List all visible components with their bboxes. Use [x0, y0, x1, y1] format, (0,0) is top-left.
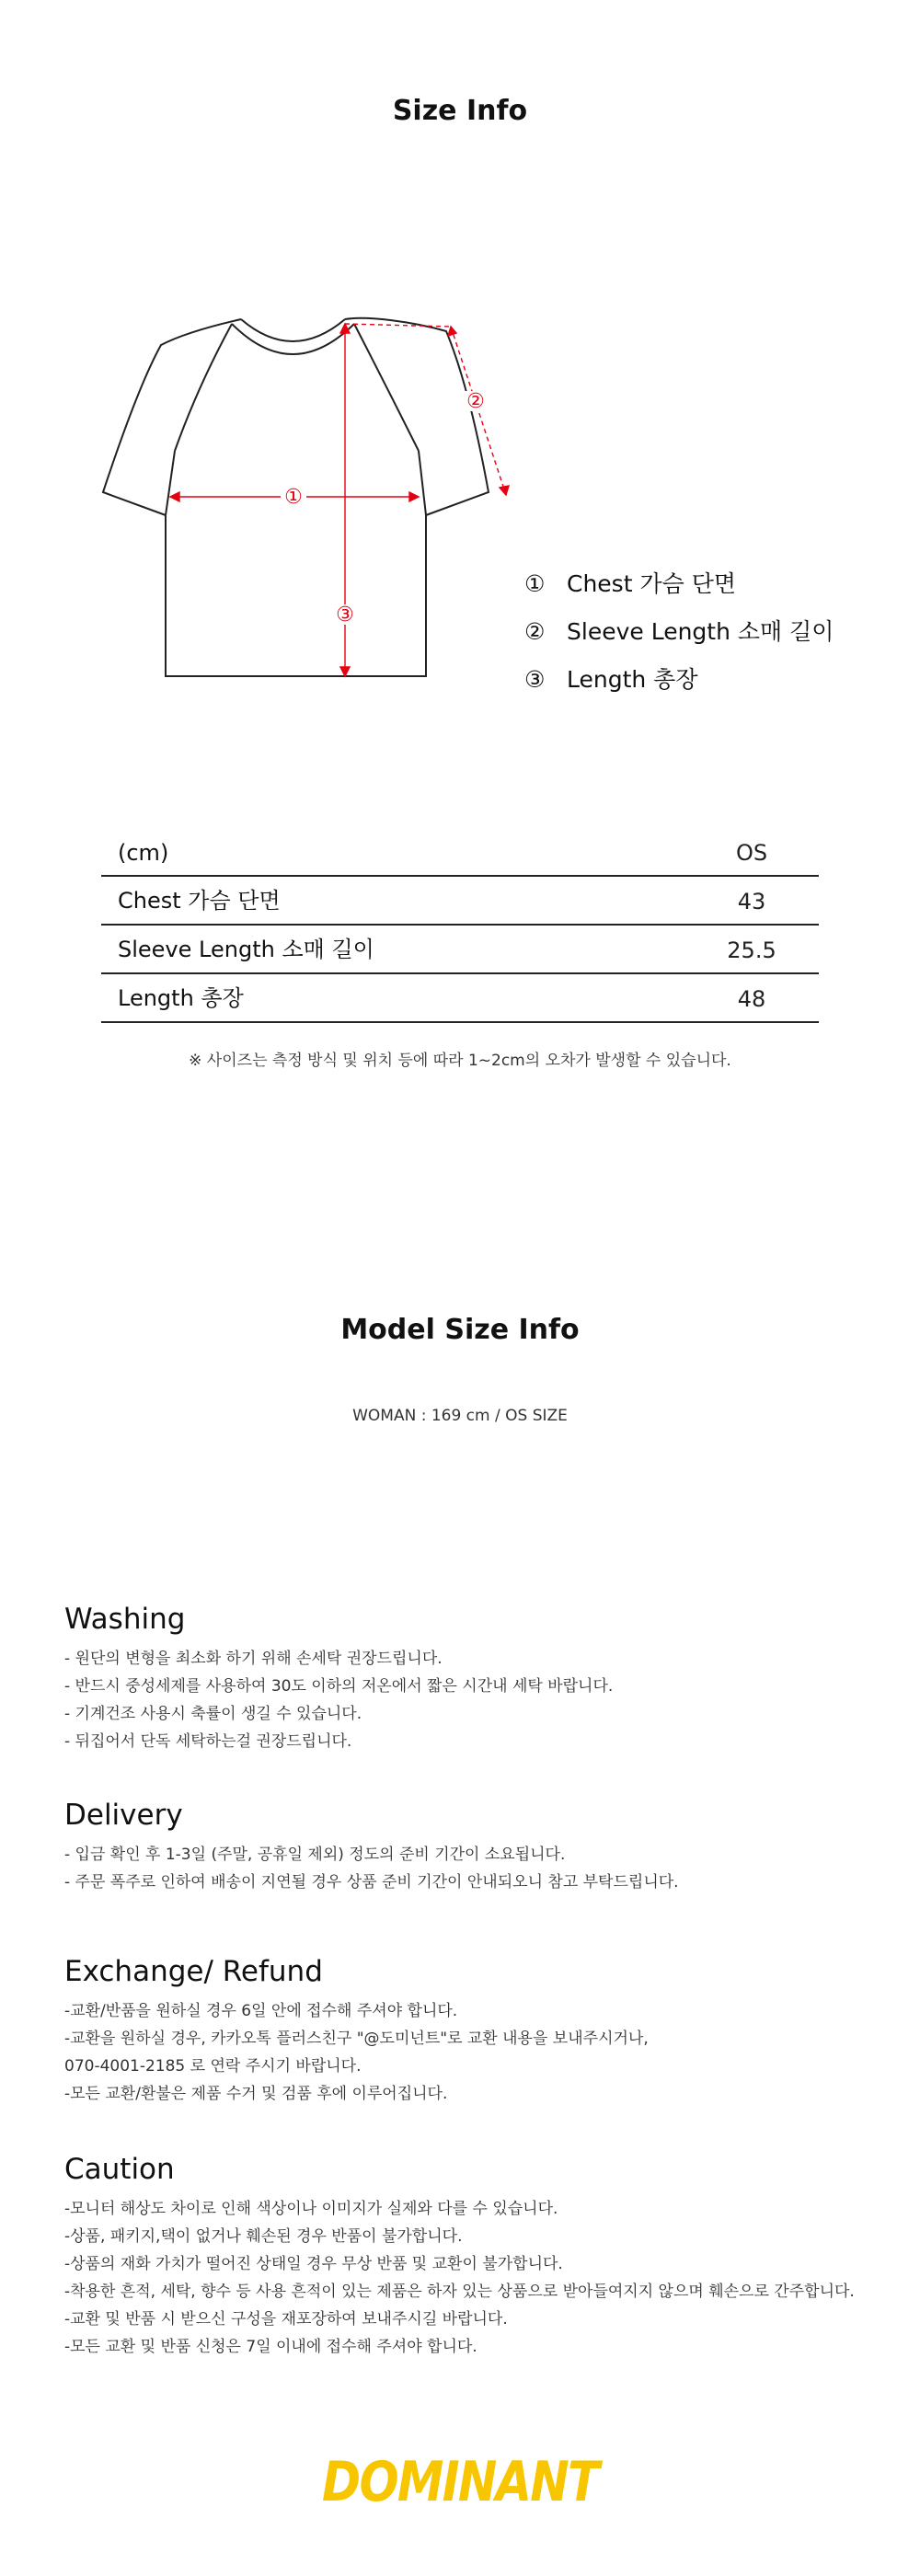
row-label: Sleeve Length 소매 길이	[118, 937, 374, 962]
delivery-section	[64, 1799, 874, 1896]
exchange-refund-section	[64, 1955, 874, 2108]
table-row	[101, 877, 819, 926]
caution-line: -상품, 패키지,택이 없거나 훼손된 경우 반품이 불가합니다.	[64, 2227, 463, 2246]
unit-header: (cm)	[118, 840, 169, 866]
legend-item-length	[524, 661, 697, 695]
delivery-line: - 주문 폭주로 인하여 배송이 지연될 경우 상품 준비 기간이 안내되오니 참고 부탁드립니다.	[64, 1873, 679, 1892]
size-table	[101, 833, 819, 1023]
legend-number: ②	[524, 618, 546, 645]
size-header: OS	[735, 840, 768, 866]
table-row	[101, 926, 819, 974]
washing-line: - 기계건조 사용시 축률이 생길 수 있습니다.	[64, 1705, 362, 1723]
legend-item-sleeve	[524, 614, 834, 647]
logo-wordmark: DOMINANT	[322, 2450, 604, 2514]
row-value: 48	[737, 986, 766, 1012]
diagram-mark-sleeve: ②	[466, 390, 485, 413]
delivery-title: Delivery	[64, 1799, 183, 1832]
diagram-mark-length: ③	[336, 604, 354, 627]
washing-line: - 원단의 변형을 최소화 하기 위해 손세탁 권장드립니다.	[64, 1650, 443, 1668]
dominant-logo	[313, 2447, 607, 2512]
legend-number: ③	[524, 666, 546, 693]
model-size-info: WOMAN : 169 cm / OS SIZE	[352, 1407, 568, 1425]
caution-line: -상품의 재화 가치가 떨어진 상태일 경우 무상 반품 및 교환이 불가합니다.	[64, 2255, 563, 2273]
washing-line: - 반드시 중성세제를 사용하여 30도 이하의 저온에서 짧은 시간내 세탁 바랍니다.	[64, 1677, 614, 1696]
caution-line: -교환 및 반품 시 받으신 구성을 재포장하여 보내주시길 바랍니다.	[64, 2310, 508, 2329]
legend-item-chest	[524, 566, 736, 599]
exchange-refund-title: Exchange/ Refund	[64, 1955, 323, 1988]
washing-line: - 뒤집어서 단독 세탁하는걸 권장드립니다.	[64, 1732, 352, 1751]
exchange-line: -교환/반품을 원하실 경우 6일 안에 접수해 주셔야 합니다.	[64, 2002, 458, 2020]
legend-label: Chest 가슴 단면	[567, 570, 737, 597]
washing-title: Washing	[64, 1603, 186, 1636]
caution-line: -모니터 해상도 차이로 인해 색상이나 이미지가 실제와 다를 수 있습니다.	[64, 2200, 558, 2218]
washing-section	[64, 1603, 874, 1755]
row-label: Length 총장	[118, 985, 244, 1011]
table-row	[101, 974, 819, 1023]
model-size-title: Model Size Info	[340, 1314, 580, 1346]
brand-logo	[0, 2447, 920, 2515]
table-header-row	[101, 833, 819, 877]
caution-title: Caution	[64, 2153, 175, 2186]
caution-line: -착용한 흔적, 세탁, 향수 등 사용 흔적이 있는 제품은 하자 있는 상품으로 받아들여지지 않으며 훼손으로 간주합니다.	[64, 2283, 855, 2301]
exchange-line: -모든 교환/환불은 제품 수거 및 검품 후에 이루어집니다.	[64, 2085, 448, 2103]
caution-line: -모든 교환 및 반품 신청은 7일 이내에 접수해 주셔야 합니다.	[64, 2338, 477, 2356]
delivery-line: - 입금 확인 후 1-3일 (주말, 공휴일 제외) 정도의 준비 기간이 소요됩니다.	[64, 1846, 566, 1864]
tshirt-measurement-diagram	[87, 304, 547, 708]
legend-number: ①	[524, 570, 546, 597]
exchange-line: 070-4001-2185 로 연락 주시기 바랍니다.	[64, 2057, 362, 2076]
row-label: Chest 가슴 단면	[118, 888, 281, 914]
size-info-title: Size Info	[392, 95, 528, 127]
caution-section	[64, 2153, 874, 2361]
exchange-line: -교환을 원하실 경우, 카카오톡 플러스친구 "@도미넌트"로 교환 내용을 보내주시거나,	[64, 2030, 649, 2048]
row-value: 25.5	[727, 937, 776, 963]
legend-label: Length 총장	[567, 666, 698, 693]
legend-label: Sleeve Length 소매 길이	[567, 618, 834, 645]
size-tolerance-note: ※ 사이즈는 측정 방식 및 위치 등에 따라 1~2cm의 오차가 발생할 수 있습니다.	[189, 1052, 731, 1070]
row-value: 43	[737, 889, 766, 914]
diagram-mark-chest: ①	[284, 486, 303, 509]
